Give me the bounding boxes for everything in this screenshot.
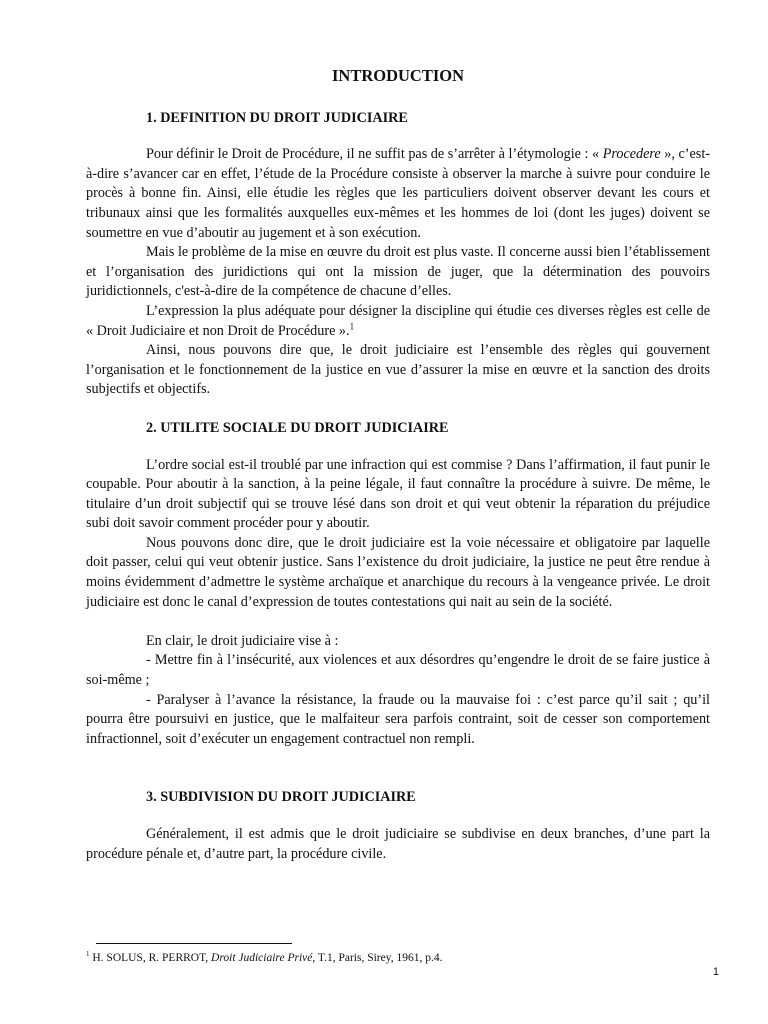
section-2-heading: 2. UTILITE SOCIALE DU DROIT JUDICIAIRE <box>146 419 449 436</box>
footnote-text-a: H. SOLUS, R. PERROT, <box>89 952 212 964</box>
section-2-paragraph-2: Nous pouvons donc dire, que le droit judiciaire est la voie nécessaire et obligatoire par laquelle doit passer, celui qui veut obtenir justice. Sans l’existence du droit judiciaire, la justice ne peut être rendue à moins évidemment d’admettre le système archaïque et anarchique du recours à la vengeance privée. Le droit judiciaire est donc le canal d’expression de toutes contestations qui nait au sein de la société. <box>86 534 710 610</box>
section-3-paragraph-1: Généralement, il est admis que le droit judiciaire se subdivise en deux branches, d’une part la procédure pénale et, d’autre part, la procédure civile. <box>86 826 710 862</box>
section-1-paragraph-3 <box>86 302 710 341</box>
document-page <box>86 66 710 864</box>
footnote-separator <box>96 943 292 944</box>
section-3-heading: 3. SUBDIVISION DU DROIT JUDICIAIRE <box>146 789 416 806</box>
section-2-list-item-1: - Mettre fin à l’insécurité, aux violences et aux désordres qu’engendre le droit de se faire justice à soi-même ; <box>86 652 710 689</box>
page-number: 1 <box>712 966 719 978</box>
section-2-paragraph-1: L’ordre social est-il troublé par une infraction qui est commise ? Dans l’affirmation, il faut punir le coupable. Pour aboutir à la sanction, à la peine légale, il faut connaître la procédure à suivre. De même, le titulaire d’un droit subjectif qui se trouve lésé dans son droit et qui veut obtenir la réparation du préjudice subi doit savoir comment procéder pour y aboutir. <box>86 456 710 532</box>
footnote-number: 1 <box>86 950 90 959</box>
footnote-reference[interactable]: 1 <box>349 320 355 331</box>
section-1-heading: 1. DEFINITION DU DROIT JUDICIAIRE <box>146 109 408 126</box>
section-2-list-item-2: - Paralyser à l’avance la résistance, la fraude ou la mauvaise foi : c’est parce qu’il sait ; qu’il pourra être poursuivi en justice, que le malfaiteur sera parfois contraint, soit de cesser son comportement infractionnel, soit d’exécuter un engagement contractuel non rempli. <box>86 691 710 747</box>
footnote-text-b: , T.1, Paris, Sirey, 1961, p.4. <box>312 952 443 964</box>
section-1-p3-text: L’expression la plus adéquate pour désigner la discipline qui étudie ces diverses règles est celle de « Droit Judiciaire et non Droit de Procédure ». <box>86 302 710 339</box>
footnote <box>86 951 686 965</box>
section-1-p1-italic: Procedere <box>602 146 661 163</box>
page-title: INTRODUCTION <box>331 66 465 85</box>
footnote-italic-title: Droit Judiciaire Privé <box>211 952 313 964</box>
section-1-paragraph-4: Ainsi, nous pouvons dire que, le droit judiciaire est l’ensemble des règles qui gouvernent l’organisation et le fonctionnement de la justice en vue d’assurer la mise en œuvre et la sanction des droits subjectifs et objectifs. <box>86 342 710 398</box>
section-1-paragraph-2: Mais le problème de la mise en œuvre du droit est plus vaste. Il concerne aussi bien l’établissement et l’organisation des juridictions qui ont la mission de juger, que la détermination des pouvoirs juridictionnels, c'est-à-dire de la compétence de chacune d’elles. <box>86 244 710 300</box>
section-1-p1-text-b: », c’est-à-dire s’avancer car en effet, l’étude de la Procédure consiste à observer la marche à suivre pour conduire le procès à bonne fin. Ainsi, elle étudie les règles que les particuliers doivent observer devant les cours et tribunaux ainsi que les formalités auxquelles eux-mêmes et les hommes de loi (dont les juges) doivent se soumettre en vue d’aboutir au jugement et à son exécution. <box>86 146 710 241</box>
section-1-paragraph-1 <box>86 145 710 243</box>
section-2-paragraph-3: En clair, le droit judiciaire vise à : <box>146 632 339 649</box>
section-1-p1-text-a: Pour définir le Droit de Procédure, il ne suffit pas de s’arrêter à l’étymologie : « <box>146 146 603 163</box>
